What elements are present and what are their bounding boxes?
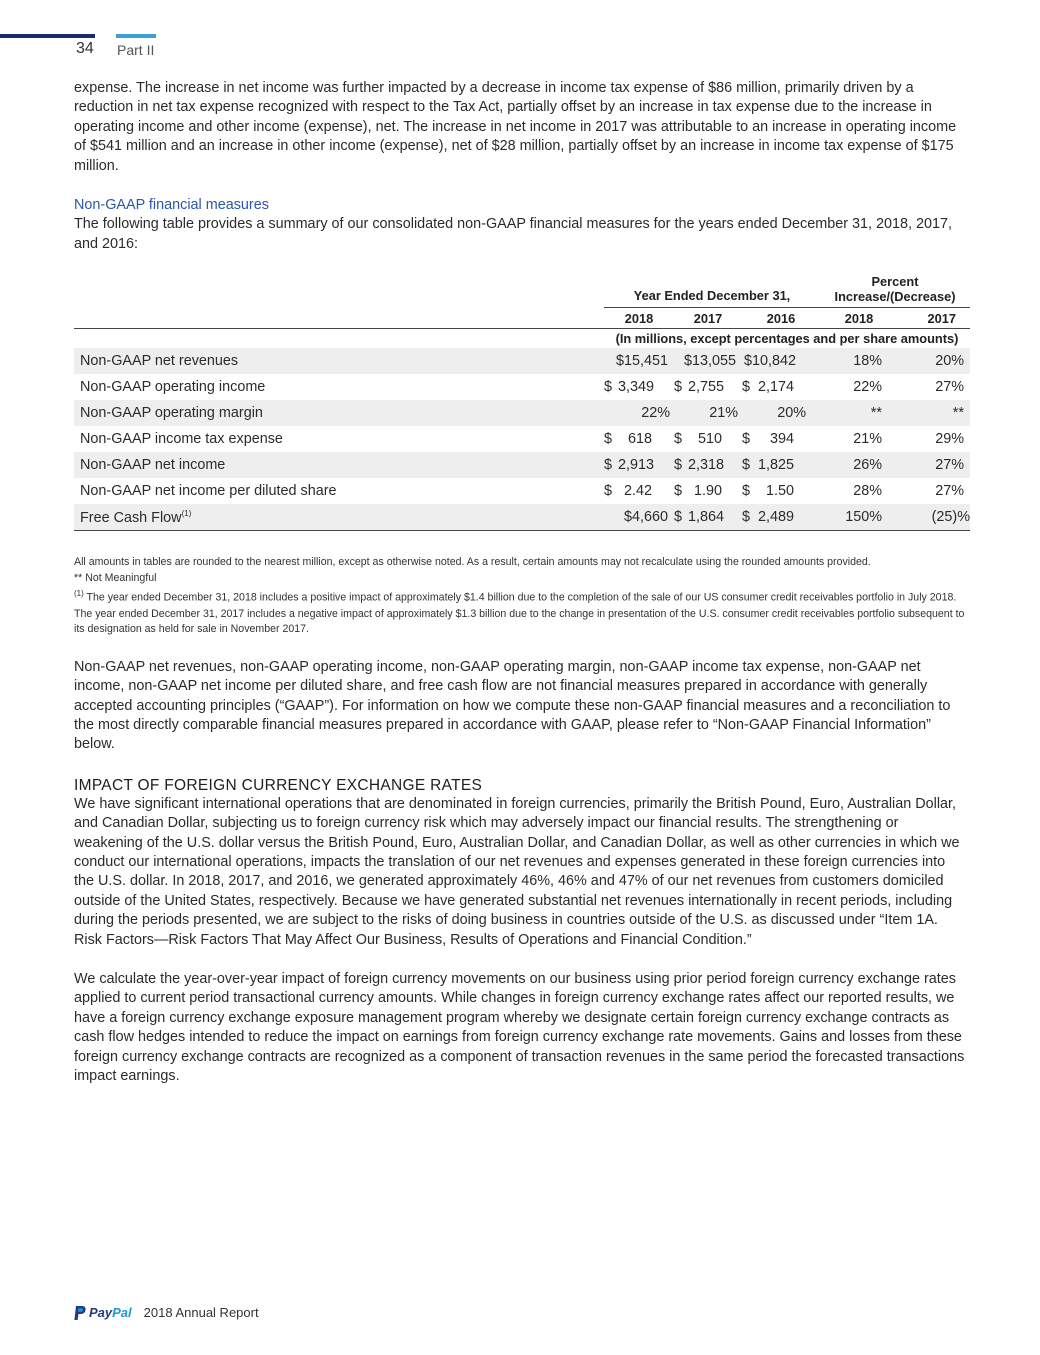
cell-value-text: 21% [709, 405, 738, 422]
fx-paragraph-1: We have significant international operations that are denominated in foreign currencies, primarily the British Pound, Euro, Australian Dollar, and Canadian Dollar, subjecting us to foreign currency risk which may adversely impact our financial results. The strengthening or weakening of the U.S. dollar versus the British Pound, Euro, Australian Dollar, and Canadian Dollar, as well as other currencies in which we conduct our international operations, impacts the translation of our net revenues and expenses generated in these foreign currencies into the U.S. dollar. In 2018, 2017, and 2016, we generated approximately 46%, 46% and 47% of our net revenues from customers domiciled outside of the United States, respectively. Because we have generated substantial net revenues internationally in recent periods, including during the periods presented, we are subject to the risks of doing business in countries outside of the U.S. as discussed under “Item 1A. Risk Factors—Risk Factors That May Affect Our Business, Results of Operations and Financial Condition.” [74, 795, 960, 948]
cell-pct-2017: ** [898, 400, 970, 426]
non-gaap-table [74, 274, 970, 531]
table-row [74, 348, 970, 374]
not-meaningful-note: ** Not Meaningful [74, 571, 157, 584]
currency-symbol: $ [742, 431, 751, 448]
cell-value-text: 2.42 [623, 483, 652, 500]
footnote-1 [74, 586, 968, 637]
cell-pct-2018: 150% [820, 504, 898, 531]
cell-value-text: $4,660 [623, 509, 668, 526]
cell-value-2018 [604, 426, 674, 452]
currency-symbol: $ [674, 431, 683, 448]
table-row [74, 478, 970, 504]
table-col-pct-2018: 2018 [820, 308, 898, 329]
cell-value-text: 394 [769, 431, 794, 448]
cell-value-text: 1,825 [757, 457, 794, 474]
fx-section-heading: IMPACT OF FOREIGN CURRENCY EXCHANGE RATES [74, 776, 483, 794]
page-content [74, 79, 968, 1086]
cell-value-2017 [674, 426, 742, 452]
currency-symbol: $ [742, 483, 751, 500]
table-row [74, 400, 970, 426]
currency-symbol: $ [674, 379, 683, 396]
cell-value-2018 [604, 374, 674, 400]
cell-value-text: $15,451 [615, 353, 668, 370]
cell-value-2016 [742, 452, 820, 478]
row-label [74, 400, 604, 426]
table-body [74, 348, 970, 531]
table-row [74, 452, 970, 478]
currency-symbol: $ [674, 509, 683, 526]
cell-value-text: 510 [697, 431, 722, 448]
row-label [74, 374, 604, 400]
currency-symbol: $ [674, 457, 683, 474]
cell-value-2017 [674, 478, 742, 504]
paypal-p-icon [74, 1306, 86, 1320]
cell-value-2016 [742, 400, 820, 426]
non-gaap-explanation-paragraph: Non-GAAP net revenues, non-GAAP operating income, non-GAAP operating margin, non-GAAP income tax expense, non-GAAP net income, non-GAAP net income per diluted share, and free cash flow are not financial measures prepared in accordance with generally accepted accounting principles (“GAAP”). For information on how we compute these non-GAAP financial measures and a reconciliation to the most directly comparable financial measures prepared in accordance with GAAP, please refer to “Non-GAAP Financial Information” below. [74, 658, 951, 753]
table-header-percent: Percent [871, 274, 919, 290]
paypal-logo-pal: Pal [112, 1305, 132, 1320]
cell-pct-2018: 18% [820, 348, 898, 374]
table-row [74, 374, 970, 400]
cell-pct-2018: ** [820, 400, 898, 426]
cell-value-2016 [742, 374, 820, 400]
cell-value-text: 2,318 [688, 457, 725, 474]
report-title: 2018 Annual Report [143, 1305, 259, 1320]
header-accent-bar-dark [0, 34, 95, 38]
table-col-2018: 2018 [604, 308, 674, 329]
currency-symbol: $ [604, 379, 613, 396]
cell-value-text: 2,489 [757, 509, 794, 526]
cell-value-2016 [742, 504, 820, 531]
cell-value-text: 618 [627, 431, 652, 448]
footnote-1-mark: (1) [74, 589, 84, 599]
cell-pct-2017: 27% [935, 379, 964, 396]
cell-value-text: 2,755 [688, 379, 725, 396]
table-notes [74, 555, 968, 638]
cell-pct-2018: 26% [820, 452, 898, 478]
cell-value-text: $10,842 [743, 353, 796, 370]
cell-value-text: 1,864 [688, 509, 725, 526]
row-label-text: Non-GAAP net revenues [80, 353, 239, 370]
cell-pct-2017: 27% [935, 483, 964, 500]
cell-value-text: 1.90 [693, 483, 722, 500]
cell-value-text: 2,913 [618, 457, 655, 474]
fx-paragraph-2: We calculate the year-over-year impact of foreign currency movements on our business using prior period foreign currency exchange rates applied to current period transactional currency amounts. While changes in foreign currency exchange rates affect our reported results, we have a foreign currency exchange exposure management program whereby we designate certain foreign currency exchange contracts as cash flow hedges intended to reduce the impact on earnings from foreign currency exchange rate movements. Gains and losses from these foreign currency exchange contracts are recognized as a component of transaction revenues in the same period the forecasted transactions impact earnings. [74, 971, 965, 1085]
row-label-text: Non-GAAP operating income [80, 379, 266, 396]
cell-value-2018 [604, 348, 674, 374]
cell-pct-2017: 27% [898, 452, 970, 478]
table-col-2017: 2017 [674, 308, 742, 329]
currency-symbol: $ [742, 509, 751, 526]
cell-value-2017 [674, 452, 742, 478]
intro-paragraph: expense. The increase in net income was further impacted by a decrease in income tax expense of $86 million, primarily driven by a reduction in net tax expense recognized with respect to the Tax Act, partially offset by an increase in tax expense due to the increase in operating income and other income (expense), net. The increase in net income in 2017 was attributable to an increase in operating income of $541 million and an increase in other income (expense), net of $28 million, partially offset by an increase in income tax expense of $175 million. [74, 80, 957, 174]
currency-symbol: $ [742, 457, 751, 474]
cell-value-2018 [604, 504, 674, 531]
rounding-note: All amounts in tables are rounded to the nearest million, except as otherwise noted. As a result, certain amounts may not recalculate using the rounded amounts provided. [74, 556, 871, 569]
row-label-text: Non-GAAP operating margin [80, 405, 263, 422]
table-row [74, 504, 970, 531]
cell-pct-2017: 29% [935, 431, 964, 448]
cell-value-text: 3,349 [618, 379, 655, 396]
cell-value-2017 [674, 374, 742, 400]
cell-value-2016 [742, 478, 820, 504]
cell-value-text: 22% [641, 405, 670, 422]
row-label [74, 478, 604, 504]
currency-symbol: $ [604, 431, 613, 448]
paypal-logo [74, 1305, 132, 1320]
page-footer [74, 1305, 259, 1320]
cell-value-2018 [604, 478, 674, 504]
cell-value-text: 1.50 [765, 483, 794, 500]
cell-value-2017 [674, 348, 742, 374]
row-label-text: Non-GAAP income tax expense [80, 431, 283, 448]
footnote-1-text: The year ended December 31, 2018 includes a positive impact of approximately $1.4 billion due to the completion of the sale of our US consumer credit receivables portfolio in July 2018. The year ended December 31, 2017 includes a negative impact of approximately $1.3 billion due to the change in presentation of the U.S. consumer credit receivables portfolio subsequent to its designation as held for sale in November 2017. [74, 591, 965, 636]
cell-pct-2018: 28% [853, 483, 882, 500]
cell-pct-2017: 20% [898, 348, 970, 374]
part-label: Part II [117, 42, 155, 58]
row-footnote-mark: (1) [181, 508, 192, 518]
currency-symbol: $ [674, 483, 683, 500]
cell-value-2018 [604, 400, 674, 426]
currency-symbol: $ [604, 457, 613, 474]
cell-value-text: $13,055 [683, 353, 736, 370]
row-label-text: Non-GAAP net income per diluted share [80, 483, 337, 500]
table-col-pct-2017: 2017 [898, 308, 970, 329]
table-col-2016: 2016 [742, 308, 820, 329]
paypal-logo-pay: Pay [89, 1305, 113, 1320]
row-label-text: Free Cash Flow [80, 509, 182, 526]
cell-pct-2017: (25)% [898, 504, 970, 531]
row-label-text: Non-GAAP net income [80, 457, 226, 474]
currency-symbol: $ [742, 379, 751, 396]
table-units-note: (In millions, except percentages and per share amounts) [615, 331, 959, 347]
row-label [74, 348, 604, 374]
table-header-year-group: Year Ended December 31, [633, 288, 791, 304]
cell-value-2017 [674, 504, 742, 531]
cell-value-2016 [742, 348, 820, 374]
row-label [74, 504, 604, 531]
non-gaap-heading: Non-GAAP financial measures [74, 197, 269, 214]
cell-value-text: 20% [777, 405, 806, 422]
header-accent-bar-light [116, 34, 156, 38]
page-number: 34 [76, 40, 94, 57]
non-gaap-intro: The following table provides a summary of our consolidated non-GAAP financial measures for the years ended December 31, 2018, 2017, and 2016: [74, 216, 953, 252]
cell-value-text: 2,174 [757, 379, 794, 396]
cell-value-2016 [742, 426, 820, 452]
table-row [74, 426, 970, 452]
cell-value-2018 [604, 452, 674, 478]
row-label [74, 426, 604, 452]
cell-pct-2018: 21% [853, 431, 882, 448]
currency-symbol: $ [604, 483, 613, 500]
row-label [74, 452, 604, 478]
cell-pct-2018: 22% [853, 379, 882, 396]
cell-value-2017 [674, 400, 742, 426]
table-header-increase-decrease: Increase/(Decrease) [834, 289, 956, 305]
